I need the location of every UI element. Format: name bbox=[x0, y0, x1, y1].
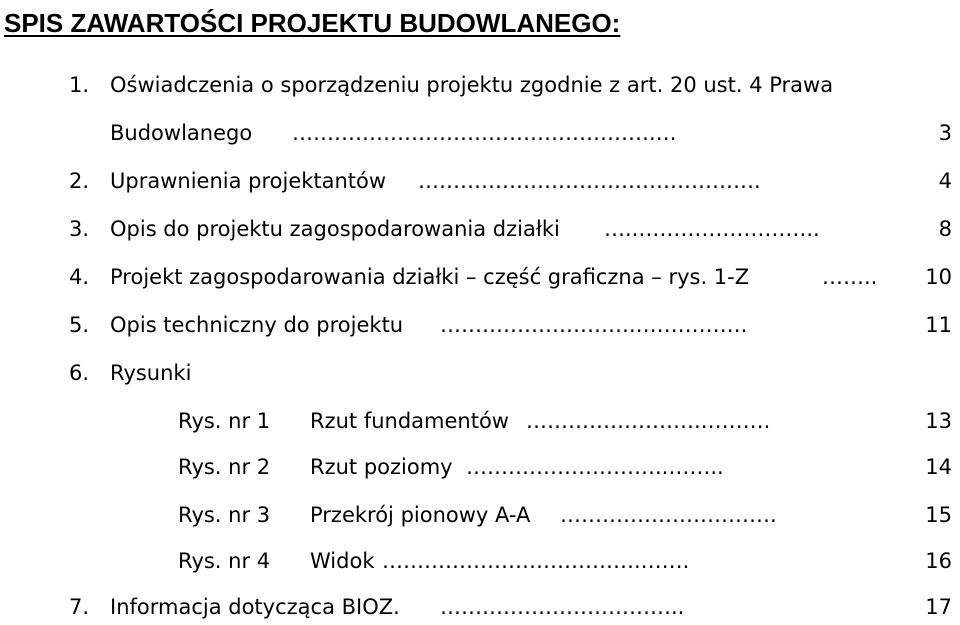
drawing-label: Rys. nr 2 bbox=[178, 455, 271, 479]
drawing-title: Przekrój pionowy A-A bbox=[310, 503, 531, 527]
toc-leader: …………………………………………. bbox=[418, 169, 761, 193]
toc-leader: …………………………….. bbox=[440, 595, 685, 619]
toc-leader: ………………………..…….. bbox=[466, 455, 724, 479]
toc-number: 4. bbox=[69, 265, 90, 289]
toc-text: Uprawnienia projektantów bbox=[110, 169, 387, 193]
toc-text: Opis techniczny do projektu bbox=[110, 313, 404, 337]
page-title: SPIS ZAWARTOŚCI PROJEKTU BUDOWLANEGO: bbox=[4, 8, 621, 38]
toc-page-number: 14 bbox=[925, 455, 952, 479]
toc-number: 6. bbox=[69, 361, 90, 385]
toc-page-number: 10 bbox=[925, 265, 952, 289]
toc-text: Rysunki bbox=[110, 361, 192, 385]
drawing-label: Rys. nr 4 bbox=[178, 549, 271, 573]
toc-number: 7. bbox=[69, 595, 90, 619]
toc-leader: …..…………………….. bbox=[604, 217, 820, 241]
toc-leader: …….. bbox=[822, 265, 878, 289]
toc-text: Oświadczenia o sporządzeniu projektu zgodnie z art. 20 ust. 4 Prawa bbox=[110, 73, 834, 97]
toc-page-number: 13 bbox=[925, 409, 952, 433]
toc-page-number: 4 bbox=[938, 169, 952, 193]
drawing-title: Rzut poziomy bbox=[310, 455, 453, 479]
toc-number: 2. bbox=[69, 169, 90, 193]
toc-number: 3. bbox=[69, 217, 90, 241]
drawing-title: Widok bbox=[310, 549, 375, 573]
drawing-label: Rys. nr 1 bbox=[178, 409, 271, 433]
toc-text: Informacja dotycząca BIOZ. bbox=[110, 595, 400, 619]
toc-number: 1. bbox=[69, 73, 90, 97]
toc-leader: …………………………. bbox=[560, 503, 777, 527]
toc-number: 5. bbox=[69, 313, 90, 337]
drawing-label: Rys. nr 3 bbox=[178, 503, 271, 527]
toc-text: Opis do projektu zagospodarowania działki bbox=[110, 217, 560, 241]
toc-page-number: 16 bbox=[925, 549, 952, 573]
toc-text: Projekt zagospodarowania działki – część graficzna – rys. 1-Z bbox=[110, 265, 750, 289]
toc-page-number: 3 bbox=[938, 121, 952, 145]
drawing-title: Rzut fundamentów bbox=[310, 409, 509, 433]
toc-page-number: 17 bbox=[925, 595, 952, 619]
toc-page-number: 15 bbox=[925, 503, 952, 527]
toc-page-number: 11 bbox=[925, 313, 952, 337]
toc-leader: ……………………….……………. bbox=[440, 313, 748, 337]
toc-leader: …………………………………………….… bbox=[292, 121, 677, 145]
toc-page-number: 8 bbox=[938, 217, 952, 241]
toc-text-continuation: Budowlanego bbox=[110, 121, 253, 145]
toc-leader: ……………………………….……. bbox=[382, 549, 690, 573]
toc-leader: …………………….………. bbox=[526, 409, 771, 433]
